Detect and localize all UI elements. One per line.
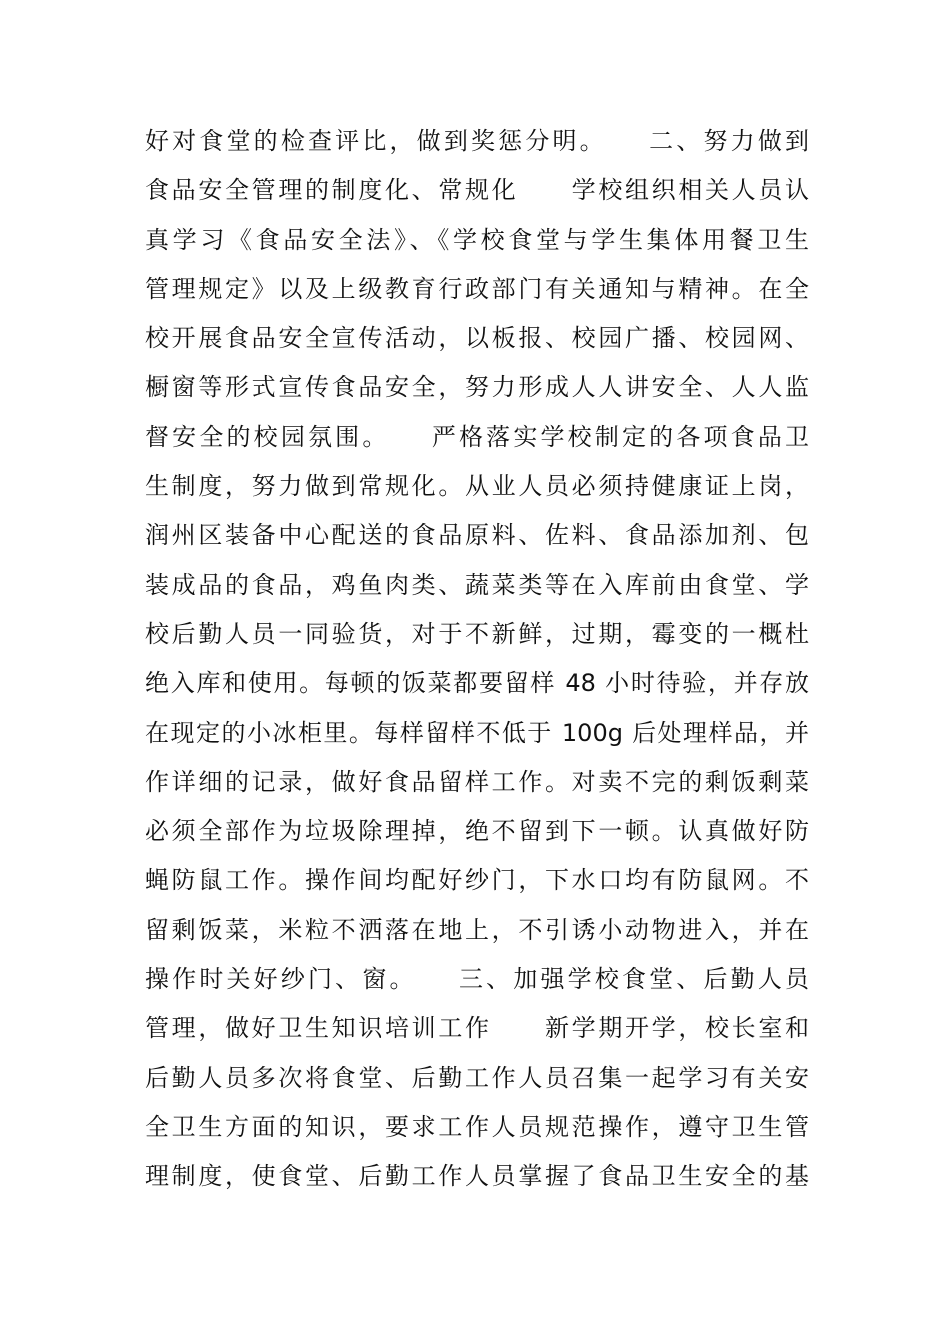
- text-line: 食品安全管理的制度化、常规化 学校组织相关人员认: [145, 176, 809, 205]
- text-line: 好对食堂的检查评比，做到奖惩分明。 二、努力做到: [145, 127, 809, 155]
- text-line: 装成品的食品，鸡鱼肉类、蔬菜类等在入库前由食堂、学: [145, 570, 809, 599]
- text-line: 橱窗等形式宣传食品安全，努力形成人人讲安全、人人监: [145, 373, 809, 402]
- text-line: 理制度，使食堂、后勤工作人员掌握了食品卫生安全的基: [145, 1162, 809, 1191]
- text-line: 管理规定》以及上级教育行政部门有关通知与精神。在全: [145, 274, 809, 303]
- text-line: 留剩饭菜，米粒不洒落在地上，不引诱小动物进入，并在: [145, 915, 809, 944]
- text-line: 作详细的记录，做好食品留样工作。对卖不完的剩饭剩菜: [145, 767, 809, 796]
- text-line: 在现定的小冰柜里。每样留样不低于 100g 后处理样品，并: [145, 718, 809, 747]
- text-line: 必须全部作为垃圾除理掉，绝不留到下一顿。认真做好防: [145, 817, 809, 846]
- text-line: 生制度，努力做到常规化。从业人员必须持健康证上岗，: [145, 472, 809, 501]
- text-line: 后勤人员多次将食堂、后勤工作人员召集一起学习有关安: [145, 1063, 809, 1092]
- text-line: 润州区装备中心配送的食品原料、佐料、食品添加剂、包: [145, 521, 809, 550]
- text-line: 绝入库和使用。每顿的饭菜都要留样 48 小时待验，并存放: [145, 669, 809, 698]
- text-line: 全卫生方面的知识，要求工作人员规范操作，遵守卫生管: [145, 1112, 809, 1141]
- text-line: 蝇防鼠工作。操作间均配好纱门，下水口均有防鼠网。不: [145, 866, 809, 895]
- text-line: 操作时关好纱门、窗。 三、加强学校食堂、后勤人员: [145, 965, 809, 994]
- text-line: 真学习《食品安全法》、《学校食堂与学生集体用餐卫生: [145, 225, 809, 254]
- text-line: 校开展食品安全宣传活动，以板报、校园广播、校园网、: [145, 324, 809, 353]
- text-line: 管理，做好卫生知识培训工作 新学期开学，校长室和: [145, 1014, 809, 1043]
- text-line: 校后勤人员一同验货，对于不新鲜，过期，霉变的一概杜: [145, 619, 809, 648]
- body-text: [145, 117, 809, 1202]
- text-line: 督安全的校园氛围。 严格落实学校制定的各项食品卫: [145, 422, 809, 451]
